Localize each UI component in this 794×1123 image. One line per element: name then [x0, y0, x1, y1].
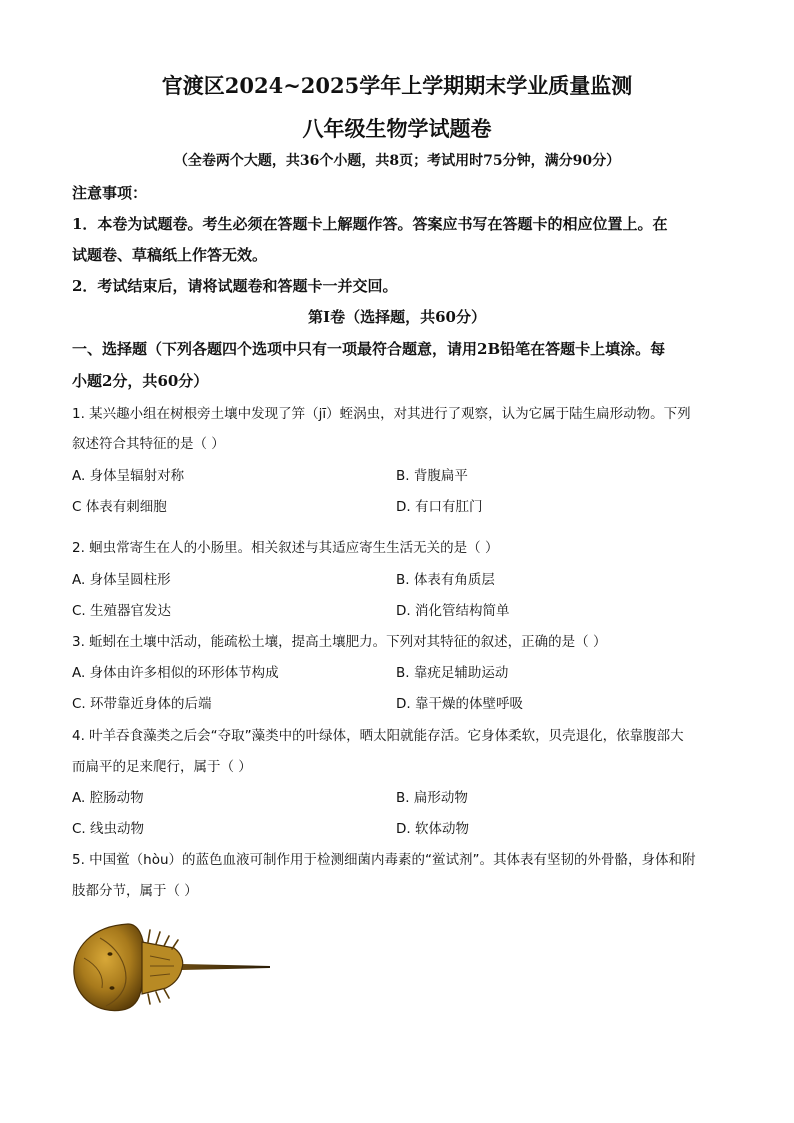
volume-title: 第Ⅰ卷（选择题，共60分） [308, 308, 486, 326]
q3-option-c[interactable]: C. 环带靠近身体的后端 [72, 696, 212, 712]
notice-heading: 注意事项： [72, 184, 148, 202]
question-2-stem: 2. 蛔虫常寄生在人的小肠里。相关叙述与其适应寄生生活无关的是（ ） [72, 540, 499, 556]
horseshoe-crab-image [70, 918, 275, 1018]
q2-option-b[interactable]: B. 体表有角质层 [396, 572, 495, 588]
q1-option-b[interactable]: B. 背腹扁平 [396, 468, 468, 484]
q2-option-d[interactable]: D. 消化管结构简单 [396, 603, 510, 619]
q1-option-d[interactable]: D. 有口有肛门 [396, 499, 483, 515]
notice-item-1-cont: 试题卷、草稿纸上作答无效。 [72, 246, 268, 264]
q3-option-d[interactable]: D. 靠干燥的体壁呼吸 [396, 696, 523, 712]
question-5-stem-cont: 肢都分节，属于（ ） [72, 883, 198, 899]
q3-option-b[interactable]: B. 靠疣足辅助运动 [396, 665, 509, 681]
question-4-stem-cont: 而扁平的足来爬行，属于（ ） [72, 759, 252, 775]
exam-info: （全卷两个大题，共36个小题，共8页；考试用时75分钟，满分90分） [173, 153, 621, 169]
notice-item-1: 1．本卷为试题卷。考生必须在答题卡上解题作答。答案应书写在答题卡的相应位置上。在 [72, 215, 668, 233]
q1-option-a[interactable]: A. 身体呈辐射对称 [72, 468, 185, 484]
question-1-stem-cont: 叙述符合其特征的是（ ） [72, 436, 225, 452]
part-heading: 一、选择题（下列各题四个选项中只有一项最符合题意，请用2B铅笔在答题卡上填涂。每 [72, 340, 666, 358]
question-1-stem: 1. 某兴趣小组在树根旁土壤中发现了笄（jī）蛭涡虫，对其进行了观察，认为它属于陆生扁形动物。下列 [72, 406, 691, 422]
q4-option-c[interactable]: C. 线虫动物 [72, 821, 145, 837]
q4-option-d[interactable]: D. 软体动物 [396, 821, 469, 837]
q4-option-a[interactable]: A. 腔肠动物 [72, 790, 144, 806]
q1-option-c[interactable]: C 体表有刺细胞 [72, 499, 167, 515]
part-heading-cont: 小题2分，共60分） [72, 372, 209, 390]
question-3-stem: 3. 蚯蚓在土壤中活动，能疏松土壤，提高土壤肥力。下列对其特征的叙述，正确的是（ ） [72, 634, 607, 650]
question-5-stem: 5. 中国鲎（hòu）的蓝色血液可制作用于检测细菌内毒素的“鲎试剂”。其体表有坚韧的外骨骼，身体和附 [72, 852, 696, 868]
notice-item-2: 2．考试结束后，请将试题卷和答题卡一并交回。 [72, 277, 398, 295]
question-4-stem: 4. 叶羊吞食藻类之后会“夺取”藻类中的叶绿体，晒太阳就能存活。它身体柔软，贝壳退化，依靠腹部大 [72, 728, 684, 744]
q3-option-a[interactable]: A. 身体由许多相似的环形体节构成 [72, 665, 279, 681]
q4-option-b[interactable]: B. 扁形动物 [396, 790, 468, 806]
exam-title: 官渡区2024~2025学年上学期期末学业质量监测 [161, 73, 633, 98]
q2-option-c[interactable]: C. 生殖器官发达 [72, 603, 172, 619]
exam-subtitle: 八年级生物学试题卷 [302, 116, 492, 141]
q2-option-a[interactable]: A. 身体呈圆柱形 [72, 572, 171, 588]
